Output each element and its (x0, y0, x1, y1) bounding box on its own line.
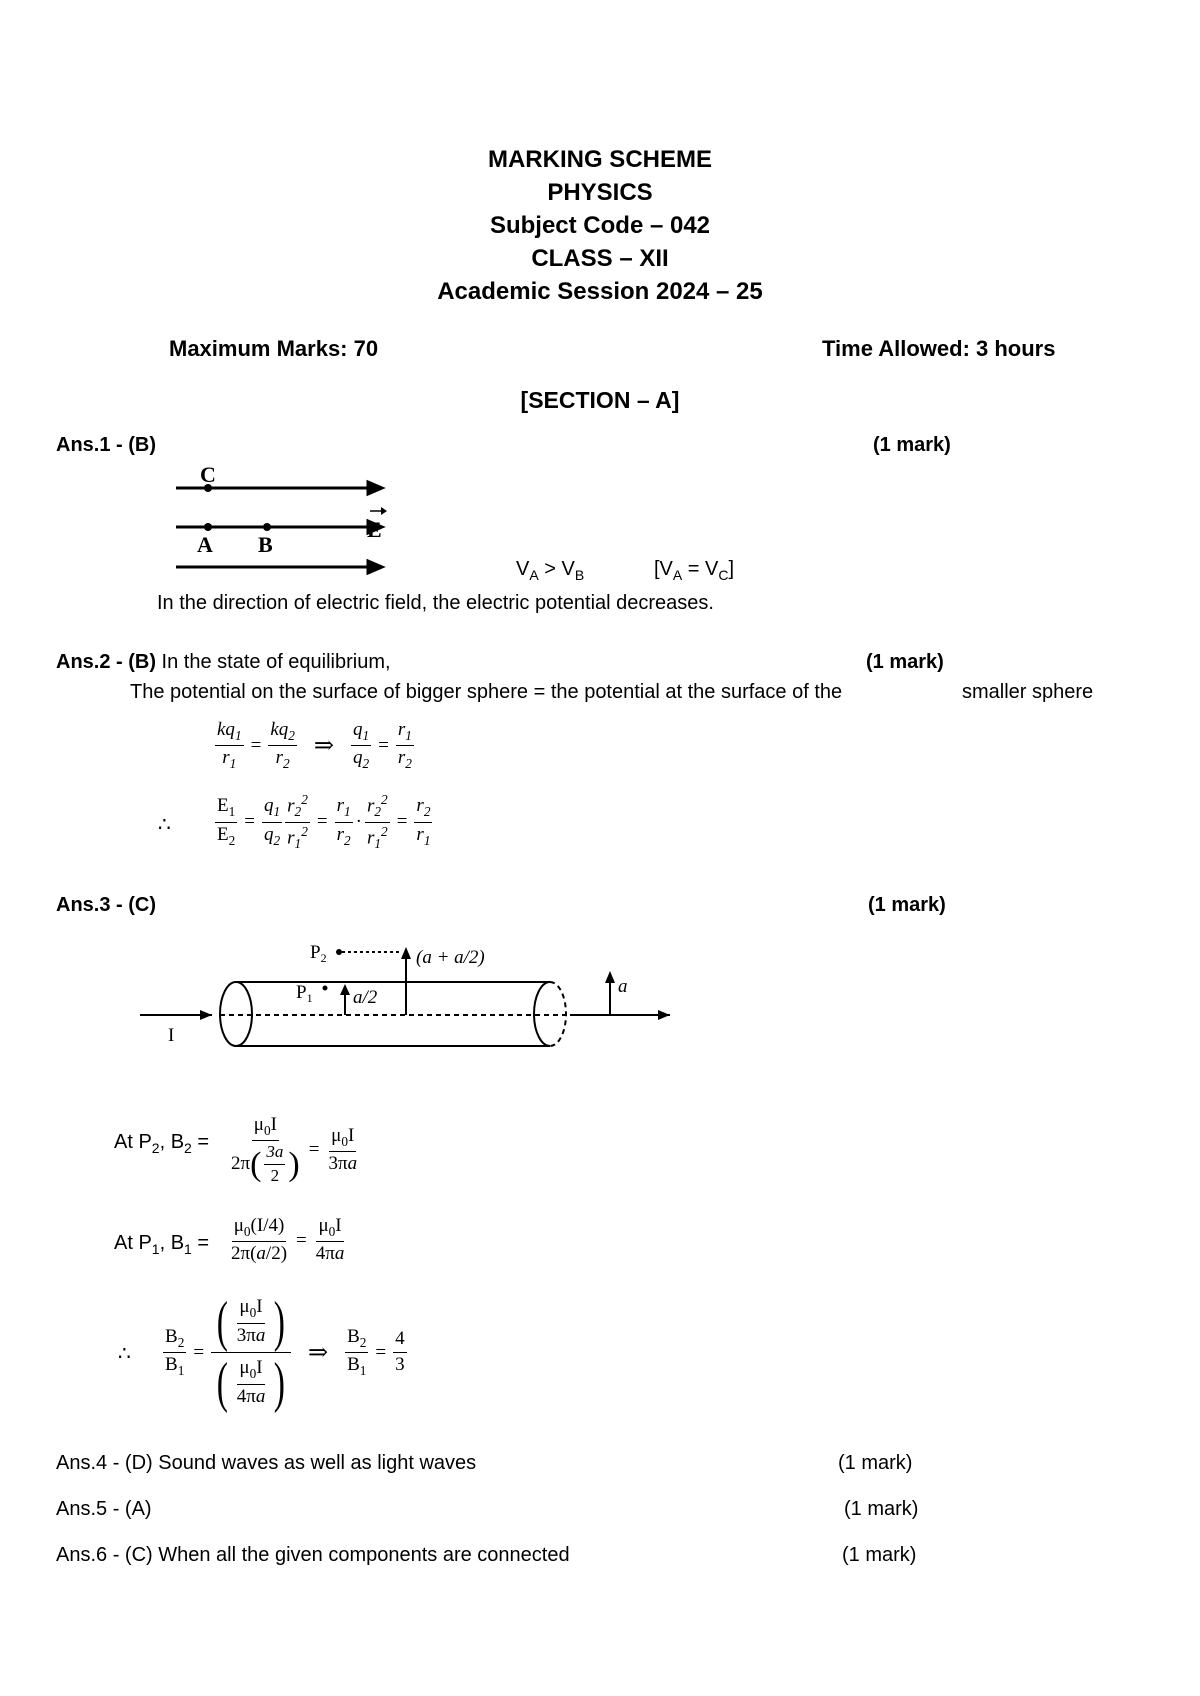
time-allowed: Time Allowed: 3 hours (822, 336, 1056, 361)
point-a-dot (204, 523, 212, 531)
current-arrow-left (200, 1010, 212, 1020)
eq1-lead: At $P_2$, $B_2$ = (114, 1131, 210, 1156)
field-ratio-equation: $\frac{E_1}{E_2}$ = $\frac{q_1}{q_2}$ $\frac{r_2^2}{r_1^2}$ = $\frac{r_1}{r_2}$ · $\frac{r_2^2}{r_1^2}$ = $\frac{r_2}{r_1}$ (217, 792, 431, 851)
point-b-dot (263, 523, 271, 531)
radius-arrowhead-a (605, 971, 615, 983)
ans3-marks: (1 mark) (868, 894, 946, 916)
field-e-vector-tip (381, 507, 387, 515)
point-p2-dot (336, 949, 342, 955)
ans3-therefore: ∴ (118, 1343, 131, 1365)
point-p1-label: $P_1$ (296, 982, 313, 1005)
ans1-marks: (1 mark) (873, 434, 951, 456)
ans4-marks: (1 mark) (838, 1452, 913, 1474)
radius-label-mid: a/2 (353, 987, 378, 1008)
subject-code: Subject Code – 042 (489, 212, 711, 239)
ans2-lead: In the state of equilibrium, (156, 651, 391, 673)
field-arrow-top (368, 482, 382, 494)
ans6-text: Ans.6 - (C) When all the given components are connected (56, 1544, 570, 1566)
subject-title: PHYSICS (547, 179, 653, 206)
field-p1-equation: $\frac{\mu_0(I/4)}{2\pi(a/2)}$ = $\frac{\mu_0I}{4\pi a}$ (231, 1215, 345, 1265)
ans1-label: Ans.1 - (B) (56, 434, 156, 456)
ans2-explanation-b: smaller sphere (962, 681, 1094, 703)
current-arrow-right (658, 1010, 670, 1020)
radius-arrowhead-big (401, 947, 411, 959)
field-e-label: E (367, 517, 382, 542)
point-c-label: C (200, 462, 216, 487)
ans2-line (56, 651, 391, 673)
ans2-explanation-a: The potential on the surface of bigger sphere = the potential at the surface of the (130, 681, 843, 703)
ans4-text: Ans.4 - (D) Sound waves as well as light waves (56, 1452, 477, 1474)
field-ratio-b-equation: $\frac{B_2}{B_1}$ = ( $\frac{\mu_0I}{3\pi a}$ ) ( $\frac{\mu_0I}{4\pi a}$ ) ⇒ $\frac{B_2}{B_1}$ = $\frac{4}{3}$ (165, 1291, 405, 1414)
point-b-label: B (258, 532, 273, 557)
point-p1-dot (323, 986, 328, 991)
ans3-label: Ans.3 - (C) (56, 894, 156, 916)
section-a-title: [SECTION – A] (520, 387, 680, 413)
radius-label-big: (a + a/2) (416, 947, 485, 968)
field-arrow-bottom (368, 561, 382, 573)
scheme-title: MARKING SCHEME (487, 146, 712, 173)
class-title: CLASS – XII (531, 245, 669, 272)
point-p2-label: $P_2$ (310, 942, 327, 965)
ans2-label: Ans.2 - (B) (56, 651, 156, 673)
current-i-label: I (168, 1025, 175, 1046)
ans2-marks: (1 mark) (866, 651, 944, 673)
cylinder-conductor-diagram (140, 935, 680, 1055)
ans6-marks: (1 mark) (842, 1544, 917, 1566)
point-a-label: A (197, 532, 213, 557)
session-title: Academic Session 2024 – 25 (437, 278, 763, 305)
potential-relation: $V_A > V_B$ (516, 558, 585, 583)
ans1-note: In the direction of electric field, the electric potential decreases. (157, 592, 714, 614)
field-lines-diagram (170, 455, 400, 580)
ans2-therefore: ∴ (158, 814, 171, 836)
ans5-text: Ans.5 - (A) (56, 1498, 152, 1520)
ans5-marks: (1 mark) (844, 1498, 919, 1520)
max-marks: Maximum Marks: 70 (169, 336, 379, 361)
eq2-lead: At $P_1$, $B_1$ = (114, 1232, 210, 1257)
radius-label-a: a (618, 976, 628, 997)
potential-equality: $[V_A = V_C]$ (654, 558, 735, 583)
charge-radius-equation: $\frac{kq_1}{r_1}$ = $\frac{kq_2}{r_2}$ ⇒ $\frac{q_1}{q_2}$ = $\frac{r_1}{r_2}$ (217, 719, 412, 772)
radius-arrowhead-mid (340, 984, 350, 995)
field-p2-equation: $\mu_0I$ 2π ( $\frac{3a}{2}$ ) = $\frac{\mu_0I}{3\pi a}$ (231, 1114, 358, 1186)
